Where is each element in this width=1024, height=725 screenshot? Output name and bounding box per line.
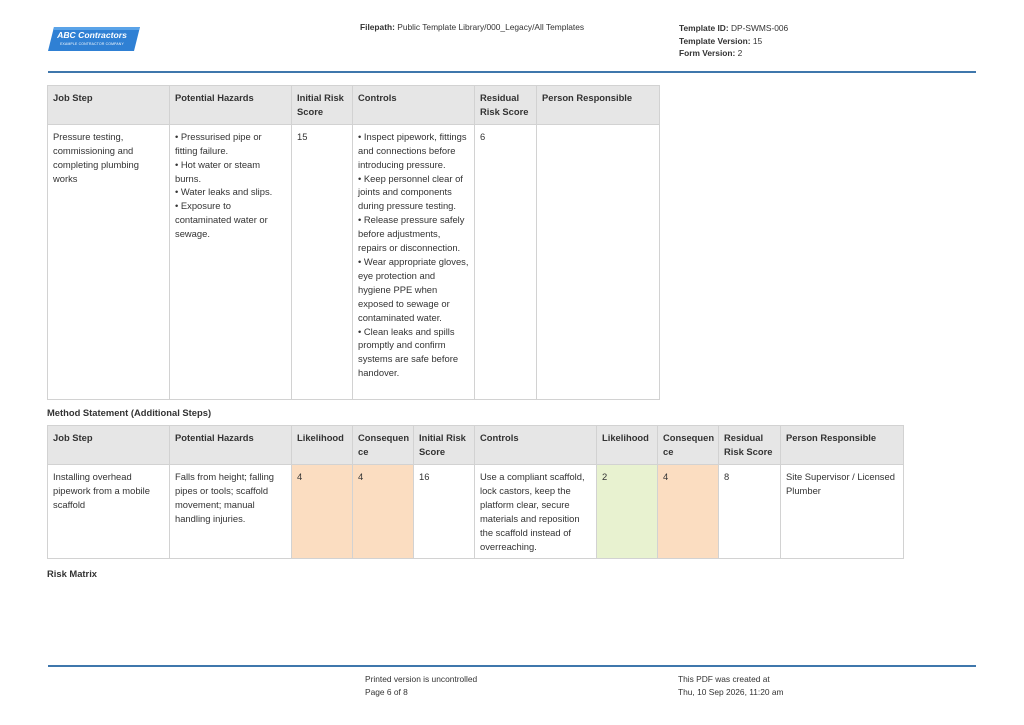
col-person-responsible: Person Responsible (537, 86, 660, 125)
control-item: • Keep personnel clear of joints and components during pressure testing. (358, 172, 463, 212)
risk-matrix-heading: Risk Matrix (47, 568, 98, 579)
template-meta (679, 22, 788, 60)
control-item: • Wear appropriate gloves, eye protection and hygiene PPE when exposed to sewage or contaminated water. (358, 255, 469, 323)
col-likelihood: Likelihood (292, 426, 353, 465)
col-residual-likelihood: Likelihood (597, 426, 658, 465)
cell-residual-risk-score: 6 (475, 124, 537, 399)
cell-likelihood: 4 (292, 465, 353, 559)
filepath (360, 22, 584, 32)
filepath-value: Public Template Library/000_Legacy/All Templates (397, 22, 585, 32)
cell-residual-likelihood: 2 (597, 465, 658, 559)
cell-consequence: 4 (353, 465, 414, 559)
cell-person-responsible (537, 124, 660, 399)
cell-person-responsible: Site Supervisor / Licensed Plumber (781, 465, 904, 559)
col-initial-risk-score: Initial Risk Score (292, 86, 353, 125)
method-statement-heading: Method Statement (Additional Steps) (47, 407, 212, 418)
col-initial-risk-score: Initial Risk Score (414, 426, 475, 465)
template-version-value: 15 (752, 35, 763, 46)
footer-print-info (365, 673, 477, 698)
col-residual-consequence: Consequen ce (658, 426, 719, 465)
logo-name: ABC Contractors (57, 30, 127, 40)
col-job-step: Job Step (48, 86, 170, 125)
template-id (679, 22, 788, 35)
col-consequence: Consequen ce (353, 426, 414, 465)
cell-initial-risk-score: 15 (292, 124, 353, 399)
method-statement-table (47, 425, 904, 559)
cell-residual-risk-score: 8 (719, 465, 781, 559)
cell-job-step: Installing overhead pipework from a mobile scaffold (48, 465, 170, 559)
footer-created-info (678, 673, 784, 698)
cell-controls: Use a compliant scaffold, lock castors, keep the platform clear, secure materials and reposition the scaffold instead of overreaching. (475, 465, 597, 559)
cell-potential-hazards (170, 124, 292, 399)
cell-potential-hazards: Falls from height; falling pipes or tools; scaffold movement; manual handling injuries. (170, 465, 292, 559)
uncontrolled-notice: Printed version is uncontrolled (365, 674, 478, 684)
control-item: • Release pressure safely before adjustments, repairs or disconnection. (358, 214, 465, 254)
cell-initial-risk-score: 16 (414, 465, 475, 559)
hazard-item: • Water leaks and slips. (175, 186, 273, 198)
control-item: • Clean leaks and spills promptly and confirm systems are safe before handover. (358, 325, 459, 379)
table-row (48, 124, 660, 399)
footer-divider (48, 665, 976, 667)
swms-table (47, 85, 660, 400)
form-version (679, 47, 788, 60)
hazard-item: • Exposure to contaminated water or sewage. (175, 200, 268, 240)
hazard-item: • Hot water or steam burns. (175, 158, 261, 184)
col-potential-hazards: Potential Hazards (170, 86, 292, 125)
header-divider (48, 71, 976, 73)
hazard-item: • Pressurised pipe or fitting failure. (175, 130, 262, 156)
created-label: This PDF was created at (678, 674, 770, 684)
template-version-label: Template Version: (679, 35, 751, 46)
col-job-step: Job Step (48, 426, 170, 465)
company-logo (48, 26, 140, 52)
cell-controls (353, 124, 475, 399)
form-version-label: Form Version: (679, 48, 736, 58)
template-id-label: Template ID: (679, 23, 729, 33)
col-residual-risk-score: Residual Risk Score (719, 426, 781, 465)
table-header-row (48, 426, 904, 465)
created-date: Thu, 10 Sep 2026, 11:20 am (678, 686, 784, 697)
control-item: • Inspect pipework, fittings and connections before introducing pressure. (358, 130, 467, 170)
filepath-label: Filepath: (360, 22, 395, 32)
cell-residual-consequence: 4 (658, 465, 719, 559)
cell-job-step: Pressure testing, commissioning and completing plumbing works (48, 124, 170, 399)
template-id-value: DP-SWMS-006 (730, 23, 789, 33)
col-potential-hazards: Potential Hazards (170, 426, 292, 465)
col-person-responsible: Person Responsible (781, 426, 904, 465)
logo-tagline: EXAMPLE CONTRACTOR COMPANY (60, 42, 124, 46)
template-version (679, 35, 788, 48)
col-controls: Controls (475, 426, 597, 465)
form-version-value: 2 (737, 48, 743, 58)
col-controls: Controls (353, 86, 475, 125)
col-residual-risk-score: Residual Risk Score (475, 86, 537, 125)
page-number: Page 6 of 8 (365, 686, 408, 697)
table-header-row (48, 86, 660, 125)
table-row (48, 465, 904, 559)
